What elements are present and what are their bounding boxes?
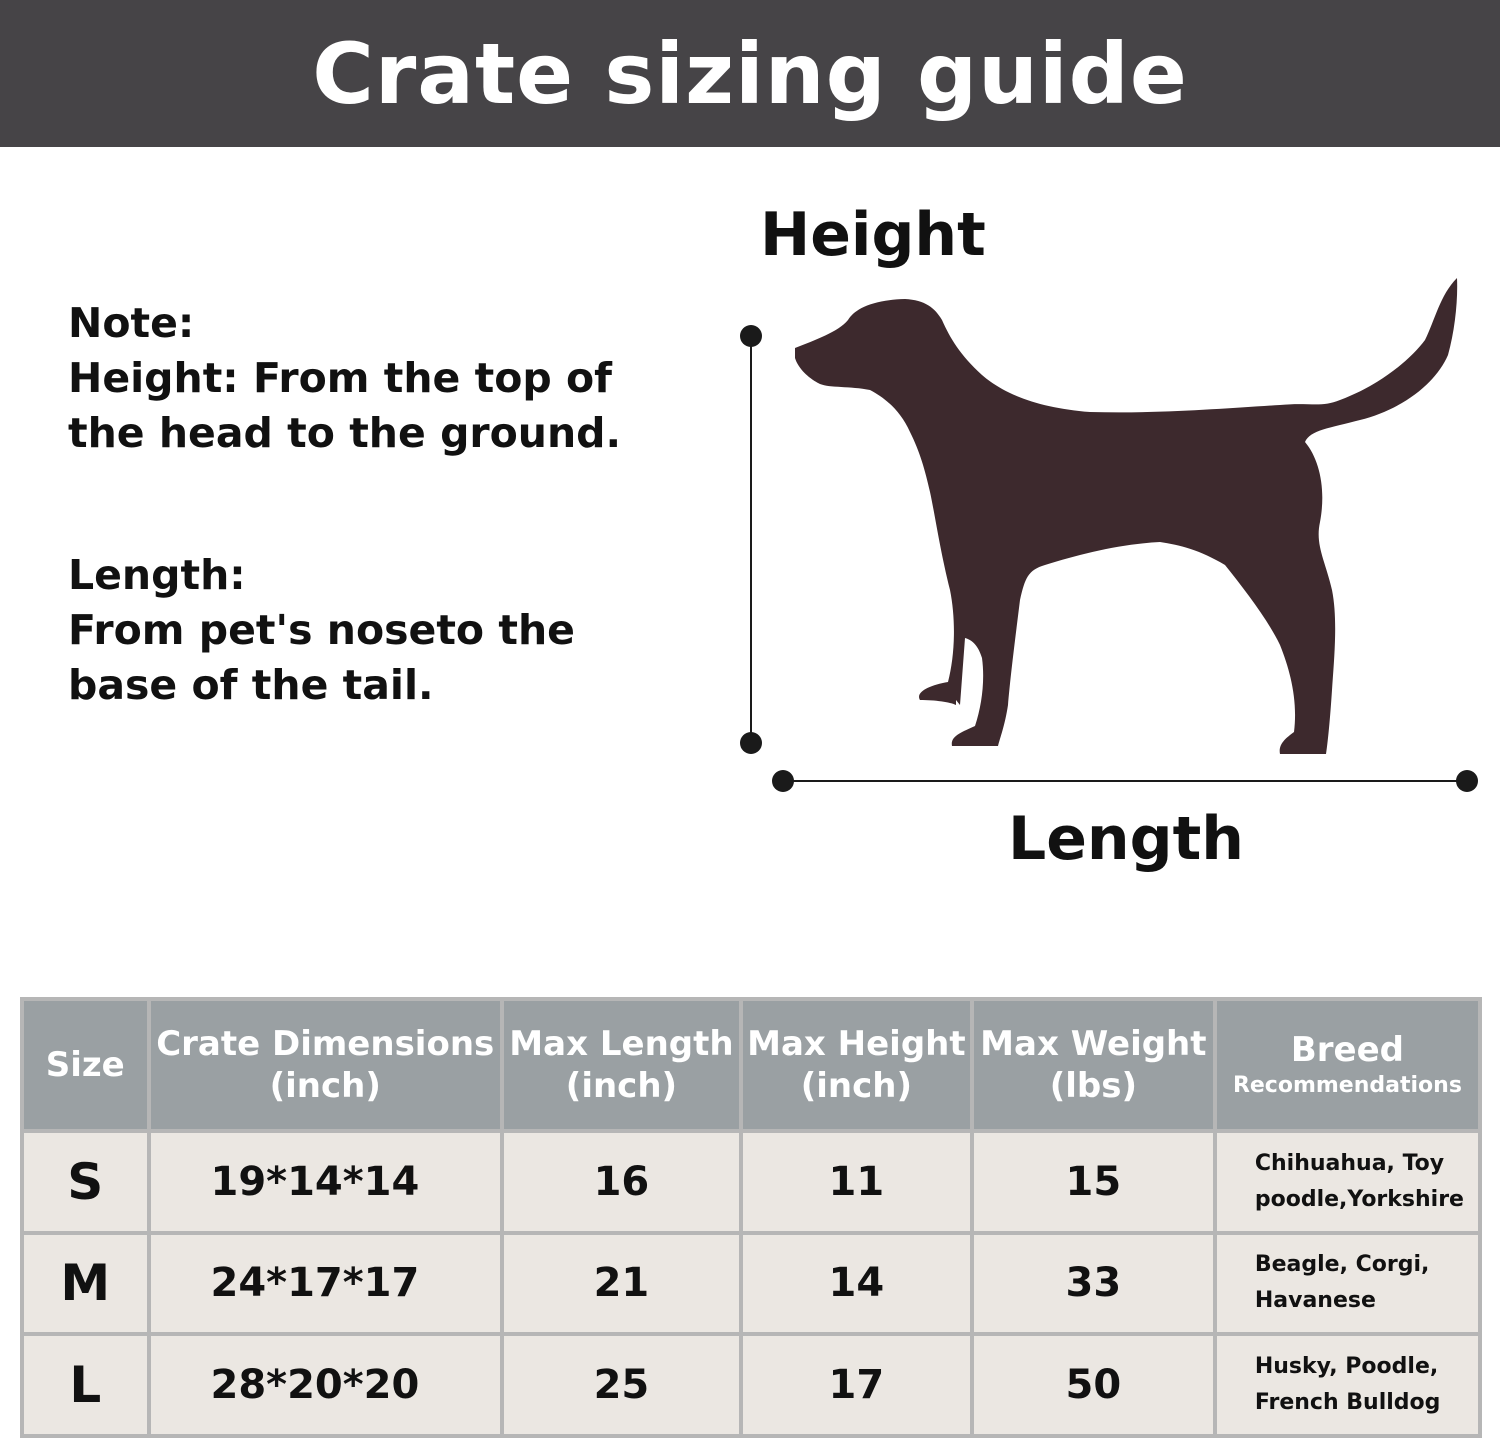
note-length-line2: base of the tail.: [68, 661, 434, 709]
note-length-heading: Length:: [68, 551, 246, 599]
table-header-row: [24, 1001, 1478, 1129]
length-label: Length: [1008, 804, 1244, 874]
max-height-cell: 11: [743, 1133, 970, 1231]
max-length-cell: 21: [504, 1235, 739, 1333]
dimensions-cell: 24*17*17: [151, 1235, 500, 1333]
max-height-cell: 17: [743, 1336, 970, 1434]
table-row: [24, 1235, 1478, 1333]
title-bar: [0, 0, 1500, 147]
length-measure-line: [772, 770, 1478, 792]
col-header-breed: Breed Recommendations: [1217, 1001, 1478, 1129]
notes-panel: [68, 296, 688, 713]
col-header-max-weight: Max Weight (lbs): [974, 1001, 1213, 1129]
breed-cell: Chihuahua, Toy poodle,Yorkshire: [1217, 1133, 1478, 1231]
note-height-line1: Height: From the top of: [68, 354, 613, 402]
height-measure-line: [740, 325, 762, 754]
max-weight-cell: 15: [974, 1133, 1213, 1231]
max-height-cell: 14: [743, 1235, 970, 1333]
max-length-cell: 16: [504, 1133, 739, 1231]
table-row: [24, 1133, 1478, 1231]
breed-cell: Husky, Poodle, French Bulldog: [1217, 1336, 1478, 1434]
table-row: [24, 1336, 1478, 1434]
max-length-cell: 25: [504, 1336, 739, 1434]
note-heading: Note:: [68, 299, 195, 347]
dog-silhouette-icon: [795, 278, 1457, 754]
note-height-line2: the head to the ground.: [68, 409, 622, 457]
col-header-max-length: Max Length (inch): [504, 1001, 739, 1129]
dimensions-cell: 19*14*14: [151, 1133, 500, 1231]
col-header-max-height: Max Height (inch): [743, 1001, 970, 1129]
dog-measurement-figure: [720, 260, 1480, 800]
dimensions-cell: 28*20*20: [151, 1336, 500, 1434]
size-table: [20, 997, 1482, 1438]
size-cell: L: [24, 1336, 147, 1434]
breed-cell: Beagle, Corgi, Havanese: [1217, 1235, 1478, 1333]
col-header-size: Size: [24, 1001, 147, 1129]
col-header-dimensions: Crate Dimensions (inch): [151, 1001, 500, 1129]
height-label: Height: [760, 200, 986, 270]
max-weight-cell: 50: [974, 1336, 1213, 1434]
size-cell: S: [24, 1133, 147, 1231]
max-weight-cell: 33: [974, 1235, 1213, 1333]
page-title: Crate sizing guide: [312, 24, 1188, 123]
size-cell: M: [24, 1235, 147, 1333]
note-length-line1: From pet's noseto the: [68, 606, 575, 654]
